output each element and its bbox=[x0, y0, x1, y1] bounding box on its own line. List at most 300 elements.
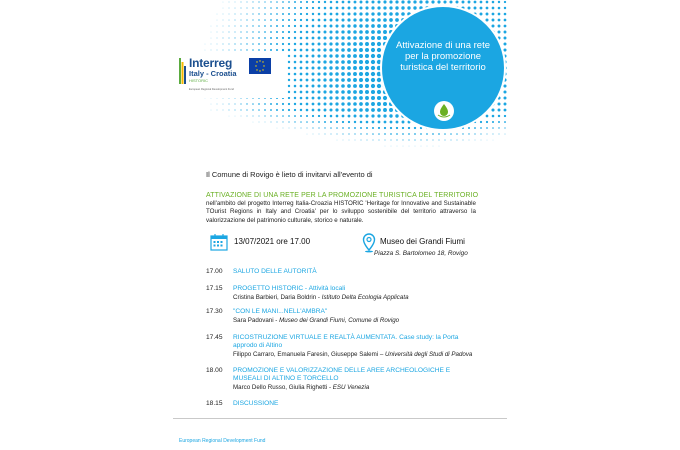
halftone-dot bbox=[276, 31, 278, 33]
halftone-dot bbox=[234, 31, 235, 32]
halftone-dot bbox=[324, 19, 327, 22]
halftone-dot bbox=[353, 96, 357, 100]
halftone-dot bbox=[258, 25, 260, 27]
calendar-icon bbox=[210, 233, 228, 251]
halftone-dot bbox=[337, 140, 338, 141]
halftone-dot bbox=[372, 133, 374, 135]
halftone-dot bbox=[288, 13, 290, 15]
halftone-dot bbox=[383, 6, 386, 9]
halftone-dot bbox=[377, 36, 381, 40]
halftone-dot bbox=[341, 18, 344, 21]
halftone-dot bbox=[492, 7, 495, 10]
halftone-dot bbox=[252, 13, 253, 14]
halftone-dot bbox=[235, 14, 236, 15]
halftone-dot bbox=[264, 37, 266, 39]
halftone-dot bbox=[414, 127, 416, 129]
halftone-dot bbox=[395, 12, 399, 16]
halftone-dot bbox=[270, 31, 272, 33]
halftone-dot bbox=[264, 115, 265, 116]
halftone-dot bbox=[329, 84, 332, 87]
halftone-dot bbox=[306, 115, 308, 117]
halftone-dot bbox=[329, 42, 332, 45]
logo-stripes-icon bbox=[179, 58, 186, 84]
halftone-dot bbox=[480, 13, 483, 16]
halftone-dot bbox=[329, 30, 332, 33]
halftone-dot bbox=[353, 54, 357, 58]
halftone-dot bbox=[395, 18, 399, 22]
halftone-dot bbox=[498, 31, 501, 34]
halftone-dot bbox=[389, 12, 393, 16]
halftone-dot bbox=[336, 127, 338, 129]
halftone-dot bbox=[246, 7, 247, 8]
halftone-dot bbox=[342, 133, 343, 134]
halftone-dot bbox=[306, 67, 309, 70]
halftone-dot bbox=[383, 12, 386, 15]
halftone-dot bbox=[294, 115, 296, 117]
halftone-dot bbox=[306, 121, 308, 123]
halftone-dot bbox=[306, 25, 309, 28]
halftone-dot bbox=[264, 13, 266, 15]
halftone-dot bbox=[211, 38, 212, 39]
halftone-dot bbox=[264, 7, 265, 8]
halftone-dot bbox=[294, 31, 296, 33]
halftone-dot bbox=[252, 103, 254, 105]
halftone-dot bbox=[377, 84, 381, 88]
program-affiliation: Università degli Studi di Padova bbox=[385, 351, 473, 358]
halftone-dot bbox=[504, 25, 507, 28]
halftone-dot bbox=[223, 104, 224, 105]
halftone-dot bbox=[372, 127, 374, 129]
halftone-dot bbox=[353, 108, 356, 111]
halftone-dot bbox=[384, 139, 385, 140]
halftone-dot bbox=[240, 103, 241, 104]
halftone-dot bbox=[330, 115, 333, 118]
venue-name: Museo dei Grandi Fiumi bbox=[380, 237, 465, 246]
halftone-dot bbox=[312, 43, 315, 46]
halftone-dot bbox=[504, 31, 507, 34]
halftone-dot bbox=[415, 146, 416, 147]
halftone-dot bbox=[377, 6, 380, 9]
program-speakers: Sara Padovani - Museo dei Grandi Fiumi, Comune di Rovigo bbox=[233, 317, 400, 324]
halftone-dot bbox=[341, 66, 345, 70]
footer-divider bbox=[173, 418, 507, 419]
halftone-dot bbox=[486, 13, 489, 16]
halftone-dot bbox=[319, 134, 320, 135]
halftone-dot bbox=[317, 72, 320, 75]
halftone-dot bbox=[342, 1, 345, 4]
halftone-dot bbox=[474, 7, 477, 10]
halftone-dot bbox=[276, 7, 278, 9]
halftone-dot bbox=[240, 37, 241, 38]
halftone-dot bbox=[276, 25, 278, 27]
halftone-dot bbox=[288, 73, 290, 75]
halftone-dot bbox=[330, 1, 333, 4]
halftone-dot bbox=[252, 109, 253, 110]
halftone-dot bbox=[317, 48, 320, 51]
halftone-dot bbox=[377, 114, 380, 117]
halftone-dot bbox=[294, 79, 297, 82]
footer-text: European Regional Development Fund bbox=[179, 438, 266, 444]
program-title: PROGETTO HISTORIC - Attività locali bbox=[233, 285, 346, 292]
halftone-dot bbox=[390, 121, 393, 124]
halftone-dot bbox=[306, 97, 309, 100]
halftone-dot bbox=[439, 146, 440, 147]
halftone-dot bbox=[359, 72, 363, 76]
halftone-dot bbox=[325, 134, 326, 135]
halftone-dot bbox=[359, 6, 362, 9]
halftone-dot bbox=[463, 140, 464, 141]
halftone-dot bbox=[491, 108, 494, 111]
halftone-dot bbox=[377, 48, 381, 52]
halftone-dot bbox=[348, 1, 351, 4]
halftone-dot bbox=[437, 0, 440, 3]
halftone-dot bbox=[270, 7, 272, 9]
halftone-dot bbox=[359, 36, 363, 40]
halftone-dot bbox=[353, 24, 356, 27]
program-time: 17.00 bbox=[206, 268, 223, 275]
halftone-dot bbox=[347, 48, 351, 52]
halftone-dot bbox=[323, 54, 326, 57]
halftone-dot bbox=[258, 103, 260, 105]
halftone-dot bbox=[474, 127, 476, 129]
halftone-dot bbox=[365, 102, 369, 106]
halftone-dot bbox=[438, 139, 439, 140]
halftone-dot bbox=[300, 79, 303, 82]
halftone-dot bbox=[324, 127, 325, 128]
event-title: ATTIVAZIONE DI UNA RETE PER LA PROMOZIONE TURISTICA DEL TERRITORIO bbox=[206, 192, 479, 199]
halftone-dot bbox=[223, 20, 224, 21]
halftone-dot bbox=[330, 13, 333, 16]
program-time: 17.45 bbox=[206, 334, 223, 341]
halftone-dot bbox=[306, 31, 309, 34]
halftone-dot bbox=[235, 116, 236, 117]
halftone-dot bbox=[492, 133, 493, 134]
halftone-dot bbox=[371, 96, 375, 100]
halftone-dot bbox=[270, 103, 272, 105]
halftone-dot bbox=[240, 25, 241, 26]
halftone-dot bbox=[330, 121, 332, 123]
halftone-dot bbox=[271, 122, 272, 123]
halftone-dot bbox=[318, 25, 321, 28]
halftone-dot bbox=[347, 108, 350, 111]
halftone-dot bbox=[246, 49, 247, 50]
halftone-dot bbox=[378, 139, 379, 140]
program-speakers: Marco Dello Russo, Giulia Righetti - ESU Venezia bbox=[233, 384, 370, 391]
halftone-dot bbox=[420, 139, 421, 140]
halftone-dot bbox=[217, 38, 218, 39]
halftone-dot bbox=[211, 104, 212, 105]
halftone-dot bbox=[288, 55, 290, 57]
halftone-dot bbox=[384, 127, 386, 129]
halftone-dot bbox=[294, 19, 296, 21]
halftone-dot bbox=[252, 1, 253, 2]
halftone-dot bbox=[211, 44, 212, 45]
halftone-dot bbox=[341, 102, 344, 105]
halftone-dot bbox=[288, 19, 290, 21]
program-time: 17.15 bbox=[206, 285, 223, 292]
halftone-dot bbox=[246, 13, 247, 14]
halftone-dot bbox=[384, 133, 386, 135]
halftone-dot bbox=[252, 43, 254, 45]
halftone-dot bbox=[438, 133, 440, 135]
halftone-dot bbox=[229, 116, 230, 117]
program-title: PROMOZIONE E VALORIZZAZIONE DELLE AREE ARCHEOLOGICHE E MUSEALI DI ALTINO E TORCELLO bbox=[233, 367, 451, 382]
halftone-dot bbox=[377, 108, 381, 112]
halftone-dot bbox=[377, 96, 381, 100]
halftone-dot bbox=[409, 146, 410, 147]
halftone-dot bbox=[329, 48, 332, 51]
halftone-dot bbox=[407, 6, 410, 9]
halftone-dot bbox=[312, 7, 314, 9]
halftone-dot bbox=[240, 13, 241, 14]
halftone-dot bbox=[353, 66, 357, 70]
program-title: DISCUSSIONE bbox=[233, 400, 279, 407]
title-circle bbox=[380, 5, 506, 131]
halftone-dot bbox=[383, 0, 386, 3]
halftone-dot bbox=[457, 140, 458, 141]
halftone-dot bbox=[498, 121, 500, 123]
halftone-dot bbox=[432, 133, 434, 135]
halftone-dot bbox=[341, 108, 344, 111]
halftone-dot bbox=[359, 18, 362, 21]
halftone-dot bbox=[276, 103, 278, 105]
halftone-dot bbox=[377, 0, 380, 3]
halftone-dot bbox=[347, 24, 350, 27]
halftone-dot bbox=[371, 6, 374, 9]
halftone-dot bbox=[377, 30, 381, 34]
halftone-dot bbox=[480, 127, 482, 129]
halftone-dot bbox=[359, 66, 363, 70]
halftone-dot bbox=[329, 66, 332, 69]
halftone-dot bbox=[246, 103, 247, 104]
halftone-dot bbox=[480, 121, 482, 123]
halftone-dot bbox=[377, 18, 381, 22]
halftone-dot bbox=[371, 60, 375, 64]
halftone-dot bbox=[252, 49, 254, 51]
halftone-dot bbox=[396, 133, 398, 135]
halftone-dot bbox=[383, 18, 387, 22]
halftone-dot bbox=[383, 30, 387, 34]
halftone-dot bbox=[329, 54, 332, 57]
halftone-dot bbox=[300, 13, 302, 15]
halftone-dot bbox=[335, 84, 338, 87]
halftone-dot bbox=[300, 61, 303, 64]
halftone-dot bbox=[318, 127, 319, 128]
halftone-dot bbox=[365, 54, 369, 58]
halftone-dot bbox=[336, 121, 338, 123]
halftone-dot bbox=[282, 121, 283, 122]
halftone-dot bbox=[282, 19, 284, 21]
halftone-dot bbox=[264, 103, 266, 105]
halftone-dot bbox=[348, 115, 351, 118]
halftone-dot bbox=[312, 121, 314, 123]
halftone-dot bbox=[317, 54, 320, 57]
halftone-dot bbox=[462, 1, 465, 4]
halftone-dot bbox=[492, 19, 495, 22]
halftone-dot bbox=[486, 1, 489, 4]
halftone-dot bbox=[365, 24, 369, 28]
halftone-dot bbox=[365, 42, 369, 46]
halftone-dot bbox=[307, 134, 308, 135]
halftone-dot bbox=[371, 30, 375, 34]
halftone-dot bbox=[306, 73, 309, 76]
halftone-dot bbox=[365, 60, 369, 64]
halftone-dot bbox=[229, 8, 230, 9]
leaf-drop-icon bbox=[434, 101, 454, 121]
logo-subtitle: Italy - Croatia bbox=[189, 69, 237, 78]
halftone-dot bbox=[258, 37, 260, 39]
halftone-dot bbox=[377, 102, 381, 106]
halftone-dot bbox=[395, 6, 398, 9]
halftone-dot bbox=[348, 121, 350, 123]
halftone-dot bbox=[312, 55, 315, 58]
halftone-dot bbox=[365, 90, 369, 94]
halftone-dot bbox=[241, 8, 242, 9]
halftone-dot bbox=[300, 103, 303, 106]
halftone-dot bbox=[347, 66, 351, 70]
halftone-dot bbox=[240, 43, 241, 44]
halftone-dot bbox=[426, 139, 427, 140]
halftone-dot bbox=[223, 110, 224, 111]
halftone-dot bbox=[234, 25, 235, 26]
halftone-dot bbox=[288, 121, 289, 122]
halftone-dot bbox=[217, 20, 218, 21]
halftone-dot bbox=[276, 43, 278, 45]
halftone-dot bbox=[306, 91, 309, 94]
halftone-dot bbox=[300, 43, 303, 46]
halftone-dot bbox=[258, 43, 260, 45]
halftone-dot bbox=[353, 72, 357, 76]
halftone-dot bbox=[240, 19, 241, 20]
halftone-dot bbox=[341, 60, 345, 64]
halftone-dot bbox=[499, 134, 500, 135]
halftone-dot bbox=[264, 31, 266, 33]
halftone-dot bbox=[359, 90, 363, 94]
halftone-dot bbox=[300, 91, 303, 94]
halftone-dot bbox=[276, 13, 278, 15]
halftone-dot bbox=[377, 90, 381, 94]
halftone-dot bbox=[426, 133, 428, 135]
program-title: "CON LE MANI...NELL'AMBRA" bbox=[233, 308, 328, 315]
halftone-dot bbox=[481, 140, 482, 141]
halftone-dot bbox=[359, 12, 362, 15]
halftone-dot bbox=[288, 115, 290, 117]
halftone-dot bbox=[312, 127, 313, 128]
halftone-dot bbox=[486, 121, 488, 123]
halftone-dot bbox=[431, 0, 434, 3]
halftone-dot bbox=[342, 115, 345, 118]
halftone-dot bbox=[336, 1, 339, 4]
halftone-dot bbox=[450, 133, 452, 135]
halftone-dot bbox=[504, 115, 506, 117]
halftone-dot bbox=[288, 109, 290, 111]
halftone-dot bbox=[335, 96, 338, 99]
halftone-dot bbox=[258, 115, 259, 116]
halftone-dot bbox=[323, 60, 326, 63]
halftone-dot bbox=[300, 109, 302, 111]
halftone-dot bbox=[306, 85, 309, 88]
halftone-dot bbox=[329, 36, 332, 39]
halftone-dot bbox=[353, 60, 357, 64]
halftone-dot bbox=[347, 78, 351, 82]
halftone-dot bbox=[258, 109, 260, 111]
halftone-dot bbox=[360, 1, 363, 4]
halftone-dot bbox=[312, 115, 314, 117]
halftone-dot bbox=[474, 133, 475, 134]
halftone-dot bbox=[324, 121, 326, 123]
halftone-dot bbox=[246, 1, 247, 2]
halftone-dot bbox=[288, 25, 290, 27]
halftone-dot bbox=[341, 30, 344, 33]
halftone-dot bbox=[264, 25, 266, 27]
halftone-dot bbox=[397, 146, 398, 147]
halftone-dot bbox=[336, 13, 339, 16]
halftone-dot bbox=[217, 26, 218, 27]
halftone-dot bbox=[371, 102, 375, 106]
halftone-dot bbox=[425, 0, 428, 3]
halftone-dot bbox=[246, 25, 247, 26]
halftone-dot bbox=[486, 7, 489, 10]
halftone-dot bbox=[353, 90, 357, 94]
halftone-dot bbox=[493, 140, 494, 141]
halftone-dot bbox=[235, 20, 236, 21]
halftone-dot bbox=[383, 114, 386, 117]
halftone-dot bbox=[347, 18, 350, 21]
halftone-dot bbox=[395, 0, 398, 3]
intro-line bbox=[206, 170, 373, 179]
halftone-dot bbox=[341, 36, 344, 39]
halftone-dot bbox=[365, 84, 369, 88]
halftone-dot bbox=[353, 48, 357, 52]
halftone-dot bbox=[347, 96, 351, 100]
halftone-dot bbox=[306, 13, 308, 15]
halftone-dot bbox=[306, 1, 308, 3]
halftone-dot bbox=[300, 7, 302, 9]
halftone-dot bbox=[329, 96, 332, 99]
halftone-dot bbox=[372, 121, 375, 124]
halftone-dot bbox=[371, 84, 375, 88]
interreg-logo bbox=[177, 52, 285, 98]
halftone-dot bbox=[324, 31, 327, 34]
halftone-dot bbox=[282, 37, 284, 39]
halftone-dot bbox=[468, 127, 470, 129]
halftone-dot bbox=[276, 37, 278, 39]
halftone-dot bbox=[504, 37, 507, 40]
halftone-dot bbox=[329, 60, 332, 63]
halftone-dot bbox=[229, 26, 230, 27]
halftone-dot bbox=[295, 128, 296, 129]
halftone-dot bbox=[329, 102, 332, 105]
halftone-dot bbox=[312, 49, 315, 52]
halftone-dot bbox=[402, 133, 404, 135]
halftone-dot bbox=[504, 97, 507, 100]
halftone-dot bbox=[504, 19, 507, 22]
halftone-dot bbox=[456, 1, 459, 4]
halftone-dot bbox=[323, 96, 326, 99]
halftone-dot bbox=[306, 19, 308, 21]
halftone-dot bbox=[371, 48, 375, 52]
venue-address: Piazza S. Bartolomeo 18, Rovigo bbox=[374, 250, 468, 257]
halftone-dot bbox=[306, 37, 309, 40]
halftone-dot bbox=[246, 43, 247, 44]
halftone-dot bbox=[378, 127, 380, 129]
halftone-dot bbox=[294, 25, 296, 27]
halftone-dot bbox=[360, 121, 363, 124]
halftone-dot bbox=[300, 85, 303, 88]
halftone-dot bbox=[264, 109, 266, 111]
halftone-dot bbox=[312, 97, 315, 100]
halftone-dot bbox=[378, 121, 381, 124]
